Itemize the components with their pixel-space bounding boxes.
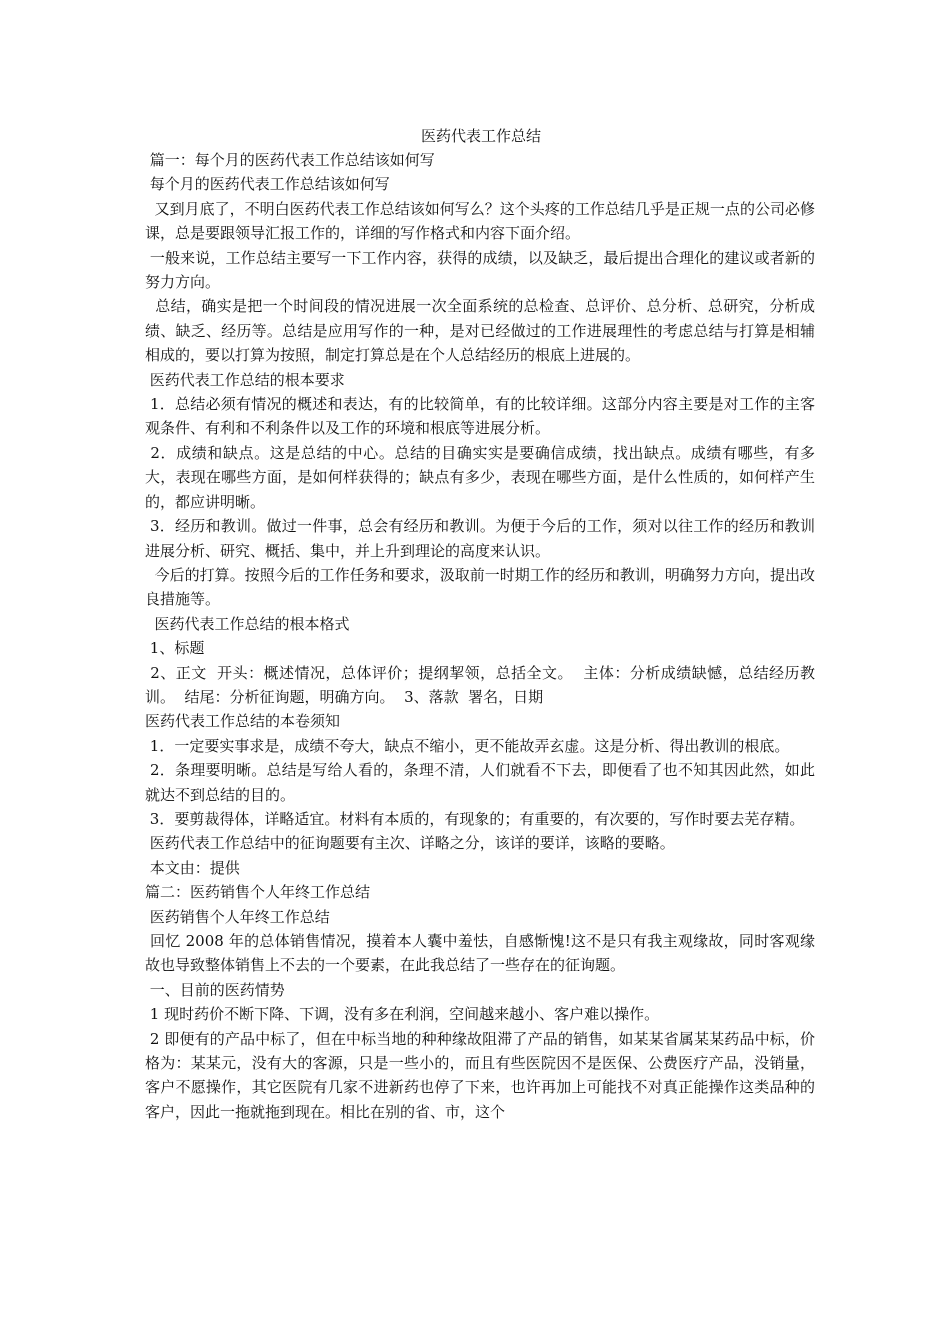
paragraph: 篇一：每个月的医药代表工作总结该如何写 (145, 151, 435, 169)
paragraph: 1 现时药价不断下降、下调，没有多在利润，空间越来越小、客户难以操作。 (145, 1005, 660, 1024)
paragraph: 回忆 2008 年的总体销售情况，摸着本人囊中羞怯，自感惭愧!这不是只有我主观缘故，同时客观缘故也导致整体销售上不去的一个要素，在此我总结了一些存在的征询题。 (145, 932, 815, 975)
paragraph: 医药代表工作总结中的征询题要有主次、详略之分，该详的要详，该略的要略。 (145, 834, 675, 853)
paragraph: 医药销售个人年终工作总结 (145, 907, 330, 926)
paragraph: 一、目前的医药情势 (145, 980, 285, 999)
paragraph: 2．条理要明晰。总结是写给人看的，条理不清，人们就看不下去，即便看了也不知其因此然，如此就达不到总结的目的。 (145, 761, 815, 804)
paragraph: 又到月底了，不明白医药代表工作总结该如何写么？这个头疼的工作总结几乎是正规一点的公司必修课，总是要跟领导汇报工作的，详细的写作格式和内容下面介绍。 (145, 199, 815, 243)
paragraph: 医药代表工作总结的本卷须知 (145, 712, 341, 731)
paragraph: 医药代表工作总结的根本要求 (145, 370, 345, 389)
paragraph: 2．成绩和缺点。这是总结的中心。总结的目确实实是要确信成绩，找出缺点。成绩有哪些，有多大，表现在哪些方面，是如何样获得的；缺点有多少，表现在哪些方面，是什么性质的，如何样产生的，都应讲明晰。 (145, 443, 815, 511)
paragraph: 2 即便有的产品中标了，但在中标当地的种种缘故阻滞了产品的销售，如某某省属某某药品中标，价格为：某某元，没有大的客源，只是一些小的，而且有些医院因不是医保、公费医疗产品，没销量，客户不愿操作，其它医院有几家不进新药也停了下来，也许再加上可能找不对真正能操作这类品种的客户，因此一拖就拖到现在。相比在别的省、市，这个 (145, 1029, 815, 1121)
paragraph: 篇二：医药销售个人年终工作总结 (145, 883, 371, 902)
paragraph: 1、标题 (145, 639, 205, 658)
paragraph: 3．经历和教训。做过一件事，总会有经历和教训。为便于今后的工作，须对以往工作的经历和教训进展分析、研究、概括、集中，并上升到理论的高度来认识。 (145, 517, 815, 560)
paragraph: 每个月的医药代表工作总结该如何写 (145, 175, 390, 194)
paragraph: 1．一定要实事求是，成绩不夸大，缺点不缩小，更不能故弄玄虚。这是分析、得出教训的根底。 (145, 736, 790, 755)
paragraph: 总结，确实是把一个时间段的情况进展一次全面系统的总检查、总评价、总分析、总研究，分析成绩、缺乏、经历等。总结是应用写作的一种，是对已经做过的工作进展理性的考虑总结与打算是相辅相成的，要以打算为按照，制定打算总是在个人总结经历的根底上进展的。 (145, 297, 815, 365)
paragraph: 一般来说，工作总结主要写一下工作内容，获得的成绩，以及缺乏，最后提出合理化的建议或者新的努力方向。 (145, 248, 815, 292)
paragraph: 医药代表工作总结的根本格式 (145, 614, 350, 633)
paragraph: 2、正文 开头：概述情况，总体评价；提纲挈领，总括全文。 主体：分析成绩缺憾，总结经历教训。 结尾：分析征询题，明确方向。 3、落款 署名，日期 (145, 663, 815, 706)
document-page (145, 124, 815, 1124)
paragraph: 1．总结必须有情况的概述和表达，有的比较简单，有的比较详细。这部分内容主要是对工作的主客观条件、有利和不利条件以及工作的环境和根底等进展分析。 (145, 395, 815, 438)
paragraph: 今后的打算。按照今后的工作任务和要求，汲取前一时期工作的经历和教训，明确努力方向，提出改良措施等。 (145, 565, 815, 609)
document-title: 医药代表工作总结 (420, 127, 541, 145)
paragraph: 3．要剪裁得体，详略适宜。材料有本质的，有现象的；有重要的，有次要的，写作时要去芜存精。 (145, 809, 805, 828)
document-body (145, 148, 815, 1124)
paragraph: 本文由：提供 (145, 858, 240, 877)
